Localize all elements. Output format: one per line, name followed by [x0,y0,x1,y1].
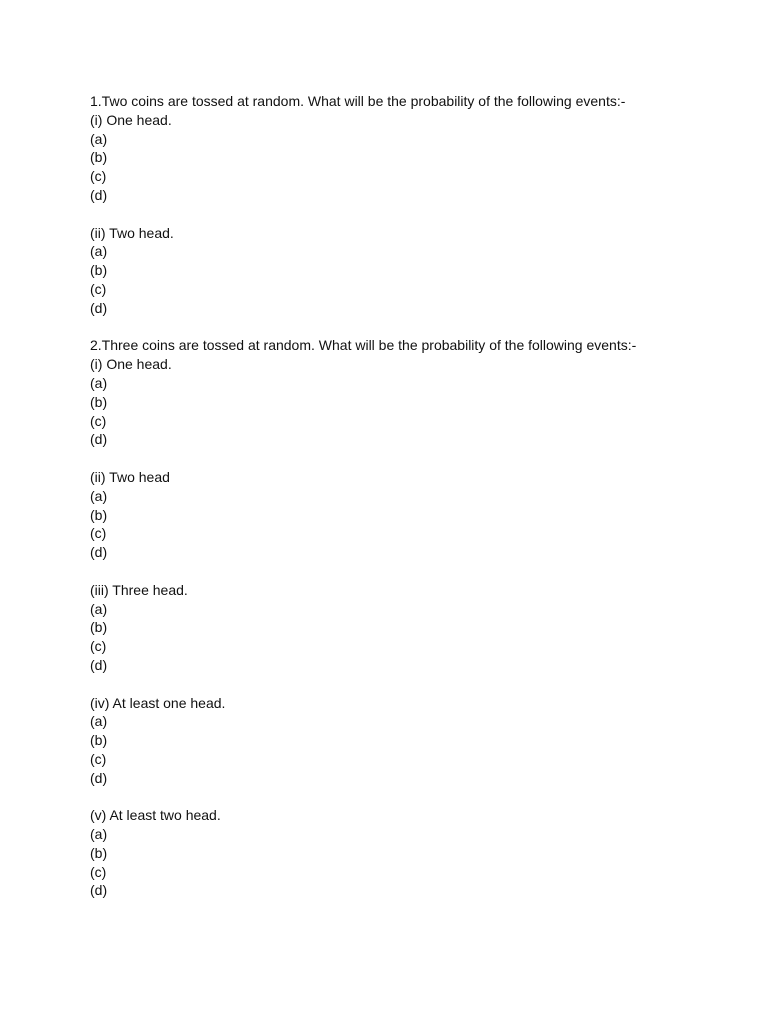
option-b: (b) [90,732,108,749]
part-label: (ii) Two head. [90,224,174,241]
spacer [90,449,730,468]
option-d: (d) [90,544,108,561]
option-a: (a) [90,713,108,730]
option-c: (c) [90,280,107,297]
question-part [90,468,730,562]
option-b: (b) [90,619,108,636]
part-label: (ii) Two head [90,468,170,485]
question-part [90,224,730,318]
option-c: (c) [90,168,107,185]
question-part [90,581,730,675]
question-part [90,355,730,449]
part-label: (iv) At least one head. [90,694,226,711]
spacer [90,562,730,581]
question-part [90,806,730,900]
spacer [90,675,730,694]
option-d: (d) [90,299,108,316]
option-a: (a) [90,374,108,391]
part-label: (i) One head. [90,356,172,373]
document-body [90,92,730,900]
option-a: (a) [90,487,108,504]
option-b: (b) [90,844,108,861]
question-2 [90,336,730,900]
question-heading: 2.Three coins are tossed at random. What will be the probability of the following events:- [90,337,637,354]
part-label: (iii) Three head. [90,581,188,598]
part-label: (v) At least two head. [90,807,221,824]
spacer [90,318,730,337]
spacer [90,205,730,224]
option-a: (a) [90,600,108,617]
question-1 [90,92,730,318]
option-a: (a) [90,243,108,260]
option-c: (c) [90,750,107,767]
option-b: (b) [90,393,108,410]
part-label: (i) One head. [90,111,172,128]
option-c: (c) [90,412,107,429]
option-c: (c) [90,638,107,655]
option-d: (d) [90,431,108,448]
option-d: (d) [90,882,108,899]
option-b: (b) [90,262,108,279]
option-d: (d) [90,769,108,786]
option-a: (a) [90,130,108,147]
question-part [90,111,730,205]
question-heading: 1.Two coins are tossed at random. What will be the probability of the following events:- [90,93,626,109]
option-d: (d) [90,186,108,203]
option-a: (a) [90,826,108,843]
option-b: (b) [90,149,108,166]
spacer [90,787,730,806]
option-c: (c) [90,863,107,880]
option-d: (d) [90,656,108,673]
option-c: (c) [90,525,107,542]
question-part [90,694,730,788]
option-b: (b) [90,506,108,523]
